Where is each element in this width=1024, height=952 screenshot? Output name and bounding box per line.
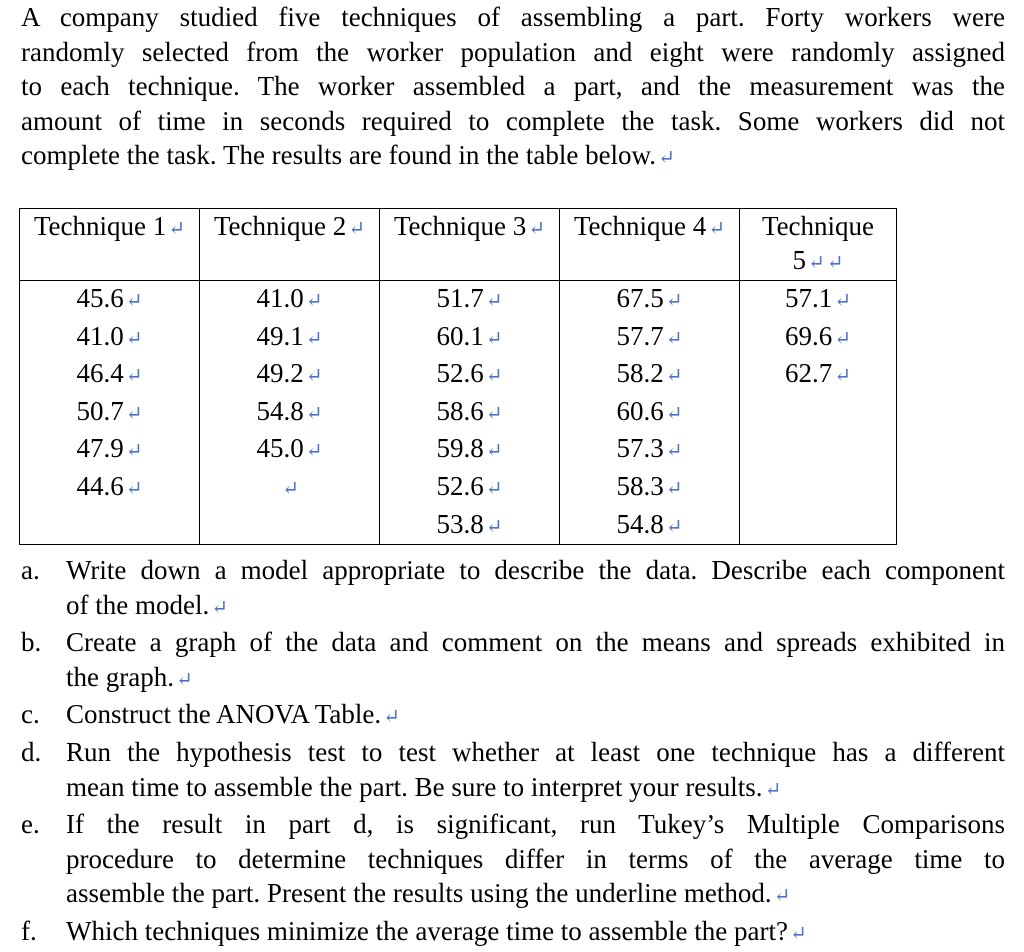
table-header-cell: Technique 4 ↵ [560, 209, 740, 281]
paragraph-mark-icon: ↵ [175, 668, 193, 691]
question-line: If the result in part d, is significant, run Tukey’s Multiple Comparisons [66, 809, 1005, 840]
table-cell [740, 281, 897, 319]
cell-value: 52.6 [436, 358, 484, 389]
question-line: assemble the part. Present the results using the underline method. ↵ [66, 878, 791, 909]
table-cell [20, 431, 200, 469]
table-cell [200, 356, 380, 394]
cell-value: 57.3 [616, 433, 664, 464]
table-row [20, 394, 897, 432]
cell-end-mark-icon: ↵ [665, 515, 683, 538]
question-line: mean time to assemble the part. Be sure to interpret your results. ↵ [66, 771, 782, 802]
cell-mark-icon: ↵ [168, 218, 186, 240]
paragraph-mark-icon: ↵ [485, 440, 503, 463]
paragraph-mark-icon: ↵ [665, 402, 683, 425]
cell-end-mark-icon: ↵ [305, 440, 323, 463]
cell-value: 41.0 [76, 320, 124, 351]
table-header-cell: Technique 2 ↵ [200, 209, 380, 281]
question-letter: b. [21, 627, 42, 658]
question-letter: e. [21, 809, 40, 840]
cell-end-mark-icon: ↵ [282, 477, 299, 500]
question-letter: f. [21, 915, 37, 946]
cell-mark-icon: ↵ [708, 218, 726, 240]
cell-value: 62.7 [784, 358, 833, 389]
cell-value: 41.0 [256, 283, 304, 313]
table-row [20, 507, 897, 545]
paragraph-mark-icon: ↵ [658, 147, 675, 170]
cell-end-mark-icon: ↵ [834, 365, 851, 388]
cell-value: 60.1 [436, 320, 484, 351]
table-cell [740, 507, 897, 545]
question-text [66, 697, 1005, 735]
cell-value: 60.6 [616, 395, 664, 426]
cell-mark-icon: ↵ [807, 252, 825, 274]
table-cell [200, 431, 380, 469]
table-cell [20, 394, 200, 432]
table-cell [380, 507, 560, 545]
paragraph-mark-icon: ↵ [834, 327, 851, 350]
intro-line: amount of time in seconds required to complete the task. Some workers did not [21, 105, 1005, 136]
cell-value: 58.6 [436, 395, 484, 426]
intro-line: randomly selected from the worker population and eight were randomly assigned [21, 36, 1005, 67]
paragraph-mark-icon: ↵ [305, 365, 323, 388]
paragraph-mark-icon: ↵ [485, 327, 503, 350]
table-cell [560, 319, 740, 357]
table-cell [200, 469, 380, 507]
intro-line: complete the task. The results are found in the table below. ↵ [21, 140, 675, 171]
paragraph-mark-icon: ↵ [665, 290, 683, 312]
paragraph-mark-icon: ↵ [485, 365, 503, 388]
cell-value: 46.4 [76, 358, 124, 389]
question-line: Create a graph of the data and comment on the means and spreads exhibited in [66, 627, 1005, 658]
cell-value: 54.8 [256, 395, 304, 426]
cell-value: 53.8 [436, 508, 484, 539]
question-line: Run the hypothesis test to test whether at least one technique has a different [66, 736, 1005, 767]
table-cell [200, 281, 380, 319]
table-cell [200, 319, 380, 357]
table-cell [200, 507, 380, 545]
question-text [66, 553, 1005, 625]
paragraph-mark-icon: ↵ [834, 290, 851, 312]
cell-value: 45.6 [76, 283, 124, 313]
table-cell [380, 394, 560, 432]
intro-line: A company studied five techniques of assembling a part. Forty workers were [21, 2, 1005, 32]
paragraph-mark-icon: ↵ [125, 440, 143, 463]
paragraph-mark-icon: ↵ [305, 290, 323, 312]
paragraph-mark-icon: ↵ [773, 885, 791, 908]
table-cell [560, 431, 740, 469]
table-cell [20, 281, 200, 319]
table-cell [380, 469, 560, 507]
table-header-cell: Technique 5 ↵ ↵ [740, 209, 897, 281]
cell-value: 67.5 [616, 283, 664, 313]
cell-value: 57.7 [616, 320, 664, 351]
table-cell [560, 469, 740, 507]
table-row [20, 356, 897, 394]
question-list [21, 553, 1005, 952]
question-line: the graph. ↵ [66, 661, 193, 692]
paragraph-mark-icon: ↵ [485, 290, 503, 312]
paragraph-mark-icon: ↵ [764, 778, 782, 801]
paragraph-mark-icon: ↵ [485, 402, 503, 425]
cell-end-mark-icon: ↵ [125, 477, 143, 500]
question-text [66, 914, 1005, 952]
paragraph-mark-icon: ↵ [211, 596, 228, 619]
question-letter: c. [21, 699, 40, 730]
cell-value: 50.7 [76, 395, 124, 426]
question-item [21, 625, 1005, 697]
table-cell [740, 469, 897, 507]
question-line: Write down a model appropriate to describe the data. Describe each component [66, 555, 1005, 585]
problem-intro [21, 0, 1005, 176]
table-cell [380, 319, 560, 357]
question-line: procedure to determine techniques differ in terms of the average time to [66, 843, 1005, 874]
table-cell [380, 431, 560, 469]
table-cell [380, 281, 560, 319]
cell-value: 57.1 [784, 283, 833, 313]
paragraph-mark-icon: ↵ [125, 365, 143, 388]
cell-mark-icon: ↵ [348, 218, 366, 240]
table-cell [740, 356, 897, 394]
table-body [20, 281, 897, 545]
row-mark-icon: ↵ [826, 252, 844, 274]
paragraph-mark-icon: ↵ [125, 327, 143, 350]
table-cell [740, 319, 897, 357]
paragraph-mark-icon: ↵ [485, 477, 503, 500]
cell-value: 49.2 [256, 358, 304, 389]
paragraph-mark-icon: ↵ [305, 327, 323, 350]
table-cell [20, 507, 200, 545]
cell-mark-icon: ↵ [528, 218, 546, 240]
question-text [66, 625, 1005, 697]
cell-value: 49.1 [256, 320, 304, 351]
question-text [66, 735, 1005, 807]
cell-value: 58.2 [616, 358, 664, 389]
table-cell [740, 394, 897, 432]
table-cell [740, 431, 897, 469]
paragraph-mark-icon: ↵ [125, 402, 143, 425]
cell-end-mark-icon: ↵ [485, 515, 503, 538]
question-letter: d. [21, 736, 42, 767]
cell-value: 44.6 [76, 470, 124, 501]
table-cell [560, 394, 740, 432]
cell-value: 54.8 [616, 508, 664, 539]
cell-value: 52.6 [436, 470, 484, 501]
question-line: Which techniques minimize the average time to assemble the part? ↵ [66, 915, 807, 946]
table-header-row [20, 209, 897, 281]
table-cell [20, 469, 200, 507]
question-line: of the model. ↵ [66, 589, 228, 620]
table-row [20, 281, 897, 319]
cell-value: 69.6 [784, 320, 833, 351]
question-item [21, 553, 1005, 625]
question-item [21, 735, 1005, 807]
question-item [21, 914, 1005, 952]
question-line: Construct the ANOVA Table. ↵ [66, 699, 400, 730]
question-item [21, 697, 1005, 735]
table-row [20, 431, 897, 469]
results-table [19, 208, 897, 545]
table-cell [560, 507, 740, 545]
table-header-cell: Technique 1 ↵ [20, 209, 200, 281]
table-row [20, 469, 897, 507]
intro-line: to each technique. The worker assembled a part, and the measurement was the [21, 71, 1005, 102]
cell-value: 47.9 [76, 433, 124, 464]
question-item [21, 807, 1005, 914]
paragraph-mark-icon: ↵ [383, 706, 400, 729]
table-cell [380, 356, 560, 394]
question-letter: a. [21, 555, 40, 585]
table-cell [20, 356, 200, 394]
table-cell [560, 281, 740, 319]
cell-value: 45.0 [256, 433, 304, 464]
paragraph-mark-icon: ↵ [665, 477, 683, 500]
table-header-cell: Technique 3 ↵ [380, 209, 560, 281]
paragraph-mark-icon: ↵ [125, 290, 143, 312]
paragraph-mark-icon: ↵ [665, 327, 683, 350]
paragraph-mark-icon: ↵ [665, 440, 683, 463]
table-cell [200, 394, 380, 432]
cell-value: 59.8 [436, 433, 484, 464]
table-cell [560, 356, 740, 394]
cell-value: 51.7 [436, 283, 484, 313]
paragraph-mark-icon: ↵ [665, 365, 683, 388]
paragraph-mark-icon: ↵ [789, 922, 807, 945]
table-cell [20, 319, 200, 357]
paragraph-mark-icon: ↵ [305, 402, 323, 425]
question-text [66, 807, 1005, 914]
cell-value: 58.3 [616, 470, 664, 501]
table-row [20, 319, 897, 357]
